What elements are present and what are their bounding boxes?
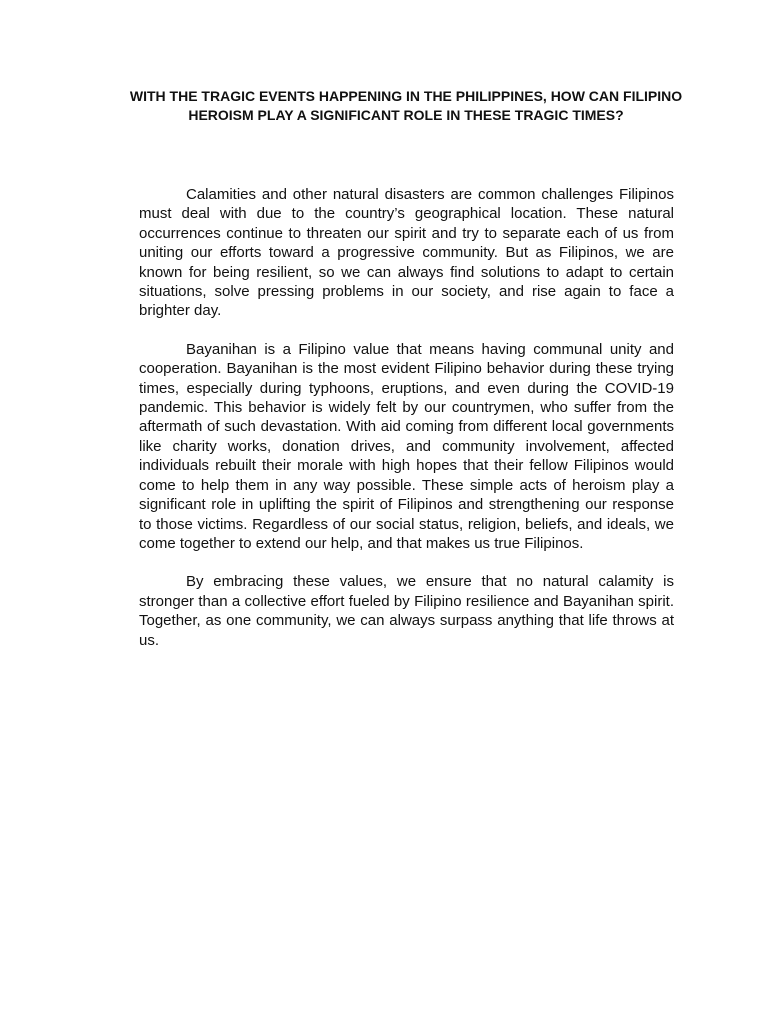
paragraph-conclusion: By embracing these values, we ensure that no natural calamity is stronger than a collective effort fueled by Filipino resilience and Bayanihan spirit. Together, as one community, we can always surpass anything that life throws at us. xyxy=(139,573,674,649)
paragraph-calamities: Calamities and other natural disasters are common challenges Filipinos must deal with due to the country’s geographical location. These natural occurrences continue to threaten our spirit and try to separate each of us from uniting our efforts toward a progressive community. But as Filipinos, we are known for being resilient, so we can always find solutions to adapt to certain situations, solve pressing problems in our society, and rise again to face a brighter day. xyxy=(139,186,674,320)
document-body xyxy=(139,185,674,669)
paragraph-bayanihan: Bayanihan is a Filipino value that means having communal unity and cooperation. Bayanihan is the most evident Filipino behavior during these trying times, especially during typhoons, eruptions, and even during the COVID-19 pandemic. This behavior is widely felt by our countrymen, who suffer from the aftermath of such devastation. With aid coming from different local governments like charity works, donation drives, and community involvement, affected individuals rebuilt their morale with high hopes that their fellow Filipinos would come to help them in any way possible. These simple acts of heroism play a significant role in uplifting the spirit of Filipinos and strengthening our response to those victims. Regardless of our social status, religion, beliefs, and ideals, we come together to extend our help, and that makes us true Filipinos. xyxy=(139,340,674,552)
document-title: WITH THE TRAGIC EVENTS HAPPENING IN THE PHILIPPINES, HOW CAN FILIPINO HEROISM PLAY A SIGNIFICANT ROLE IN THESE TRAGIC TIMES? xyxy=(129,88,683,123)
